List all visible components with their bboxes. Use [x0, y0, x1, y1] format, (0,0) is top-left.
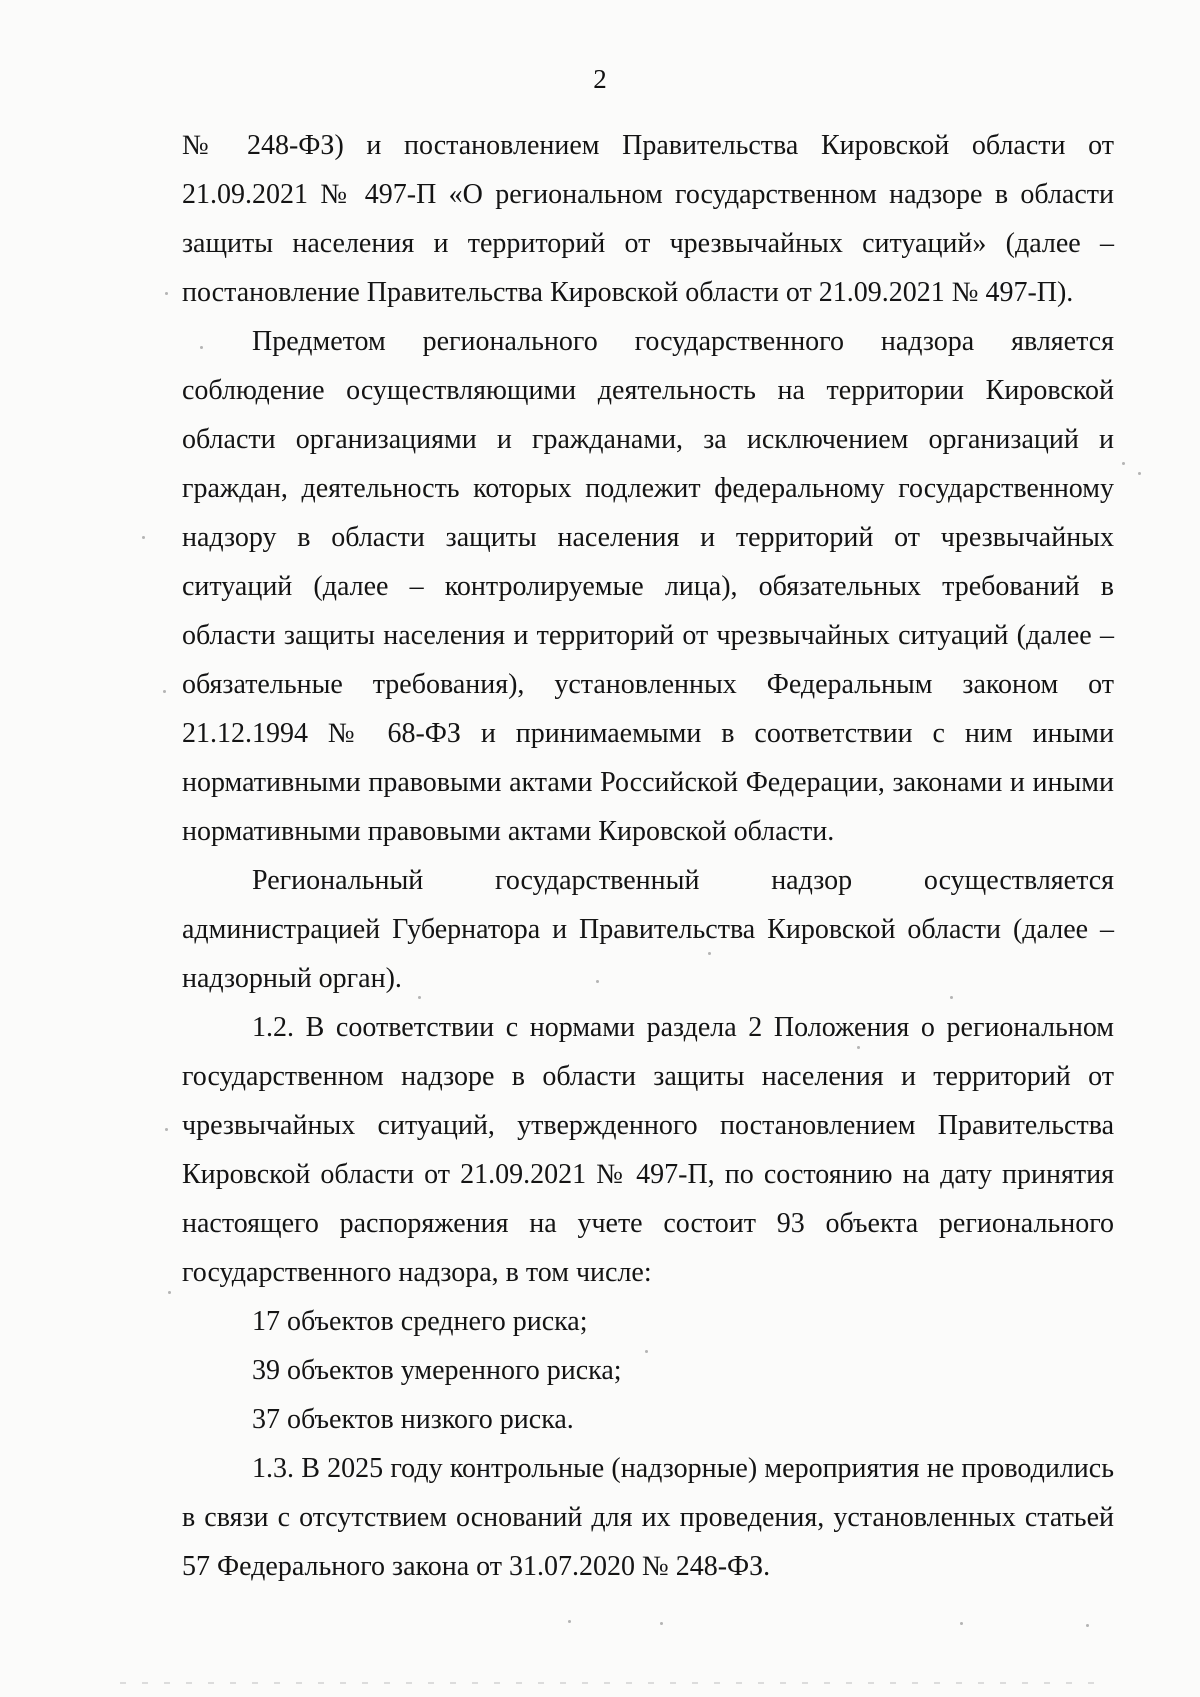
- scan-speck: [418, 996, 421, 999]
- scan-edge-artifact: [120, 1682, 1100, 1684]
- page-number: 2: [593, 64, 607, 94]
- scan-speck: [1086, 1624, 1089, 1627]
- scan-speck: [596, 980, 599, 983]
- list-item-medium-risk: 17 объектов среднего риска;: [252, 1306, 588, 1337]
- scan-speck: [960, 1622, 963, 1625]
- scan-speck: [165, 1128, 168, 1131]
- scan-speck: [165, 292, 168, 295]
- scan-speck: [200, 346, 203, 349]
- list-item-moderate-risk: 39 объектов умеренного риска;: [252, 1355, 622, 1386]
- scan-speck: [142, 536, 145, 539]
- paragraph-subject: Предметом регионального государственного надзора является соблюдение осуществляющими деятельность на территории Кировской области организациями и гражданами, за исключением организаций и граждан, деятельность которых подлежит федеральному государственному надзору в области защиты населения и территорий от чрезвычайных ситуаций (далее – контролируемые лица), обязательных требований в области защиты населения и территорий от чрезвычайных ситуаций (далее – обязательные требования), установленных Федеральным законом от 21.12.1994 № 68-ФЗ и принимаемыми в соответствии с ним иными нормативными правовыми актами Российской Федерации, законами и иными нормативными правовыми актами Кировской области.: [182, 326, 1114, 847]
- scan-speck: [1122, 462, 1125, 465]
- scan-speck: [168, 1291, 171, 1294]
- list-item-low-risk: 37 объектов низкого риска.: [252, 1404, 574, 1435]
- scan-speck: [857, 1046, 860, 1049]
- scan-speck: [568, 1620, 571, 1623]
- paragraph-supervisory-body: Региональный государственный надзор осуществляется администрацией Губернатора и Правительства Кировской области (далее – надзорный орган).: [182, 865, 1114, 994]
- paragraph-1-3: 1.3. В 2025 году контрольные (надзорные) мероприятия не проводились в связи с отсутствием оснований для их проведения, установленных статьей 57 Федерального закона от 31.07.2020 № 248-ФЗ.: [182, 1453, 1114, 1582]
- scan-speck: [163, 690, 166, 693]
- scan-speck: [660, 1622, 663, 1625]
- paragraph-1-2: 1.2. В соответствии с нормами раздела 2 Положения о региональном государственном надзоре в области защиты населения и территорий от чрезвычайных ситуаций, утвержденного постановлением Правительства Кировской области от 21.09.2021 № 497-П, по состоянию на дату принятия настоящего распоряжения на учете состоит 93 объекта регионального государственного надзора, в том числе:: [182, 1012, 1114, 1288]
- paragraph-continuation: № 248-ФЗ) и постановлением Правительства Кировской области от 21.09.2021 № 497-П «О региональном государственном надзоре в области защиты населения и территорий от чрезвычайных ситуаций» (далее – постановление Правительства Кировской области от 21.09.2021 № 497-П).: [182, 130, 1114, 308]
- scan-speck: [645, 1350, 648, 1353]
- scan-speck: [708, 952, 711, 955]
- document-body: [182, 121, 1114, 1591]
- scan-speck: [950, 996, 953, 999]
- scan-speck: [1138, 472, 1141, 475]
